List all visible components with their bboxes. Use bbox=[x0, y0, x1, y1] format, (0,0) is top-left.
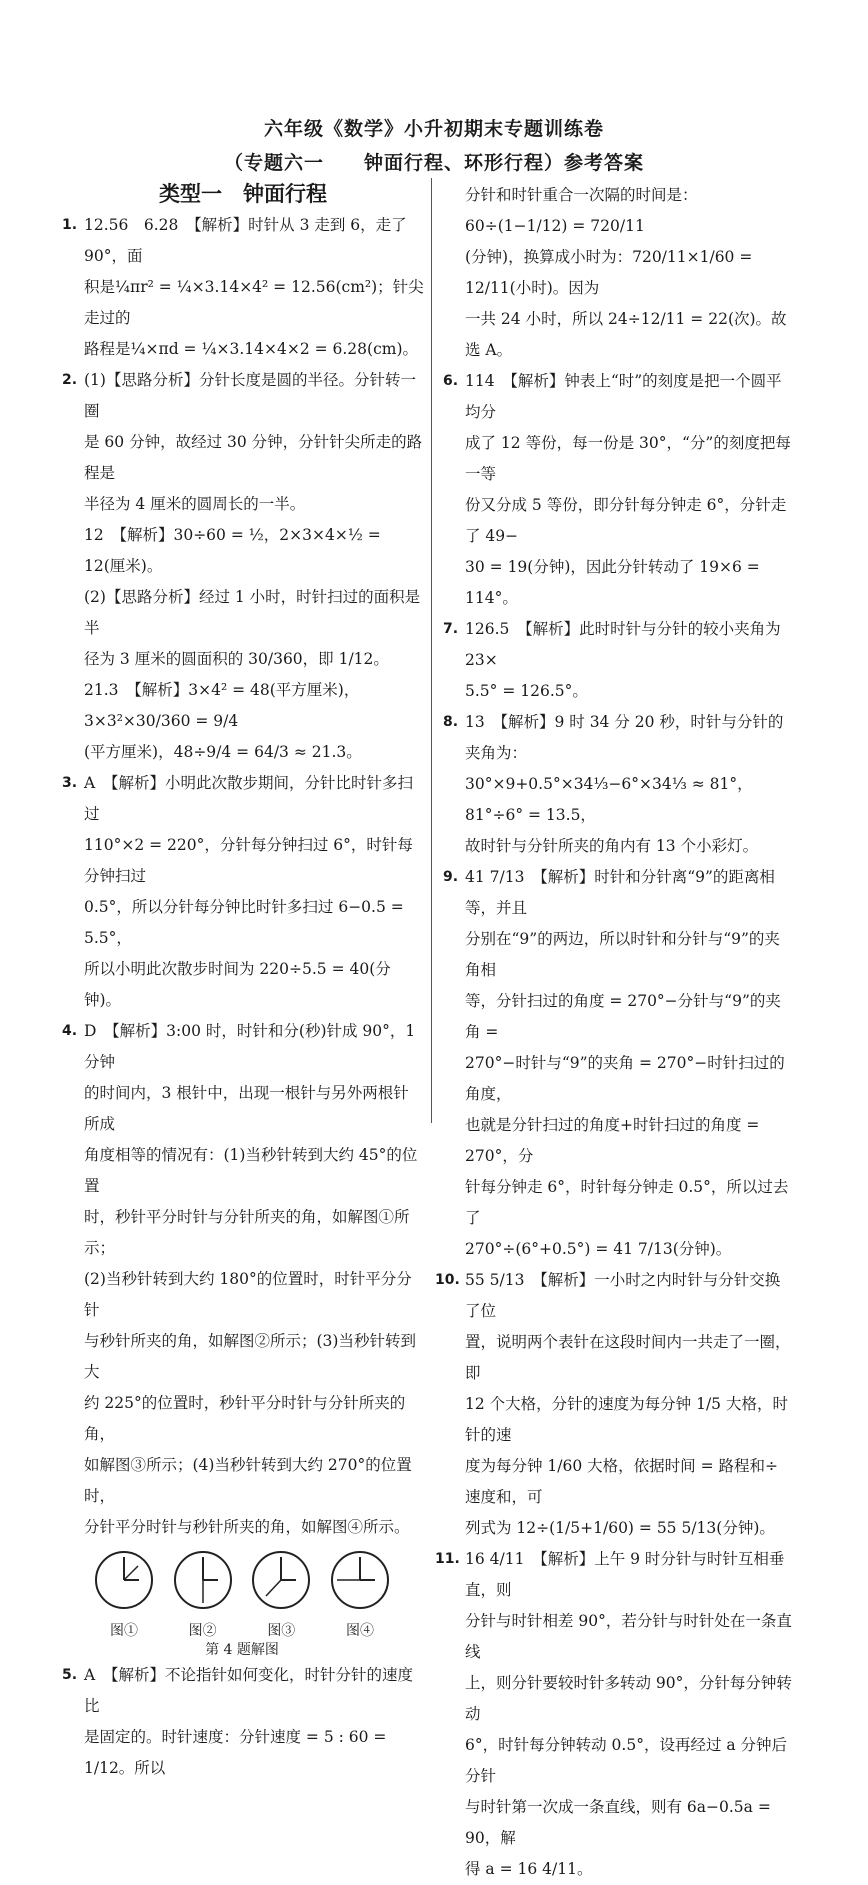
answer-line: 与秒针所夹的角，如解图②所示；(3)当秒针转到大 bbox=[84, 1332, 416, 1381]
answer-11 bbox=[435, 1544, 793, 1885]
answer-line: 时，秒针平分时针与分针所夹的角，如解图①所示； bbox=[84, 1208, 410, 1257]
answer-line: 列式为 12÷(1/5+1/60) = 55 5/13(分钟)。 bbox=[465, 1519, 775, 1537]
answer-line: 角度相等的情况有：(1)当秒针转到大约 45°的位置 bbox=[84, 1146, 418, 1195]
figure-label: 图④ bbox=[345, 1623, 374, 1639]
answer-line: 分针和时针重合一次隔的时间是：60÷(1−1/12) = 720/11 bbox=[465, 186, 698, 235]
clock-figure-4 bbox=[328, 1549, 392, 1640]
answer-line: 成了 12 等份，每一份是 30°，“分”的刻度把每一等 bbox=[465, 434, 791, 483]
answer-line: 等，分针扫过的角度 = 270°−分针与“9”的夹角 = bbox=[465, 992, 781, 1041]
clock-figure-3 bbox=[249, 1549, 313, 1640]
answer-line: (2)【思路分析】经过 1 小时，时针扫过的面积是半 bbox=[84, 588, 421, 637]
answer-line: 如解图③所示；(4)当秒针转到大约 270°的位置时， bbox=[84, 1456, 412, 1505]
answer-line: 30°×9+0.5°×34⅓−6°×34⅓ ≈ 81°，81°÷6° = 13.5， bbox=[465, 775, 753, 824]
answer-line: (平方厘米)，48÷9/4 = 64/3 ≈ 21.3。 bbox=[84, 743, 362, 761]
question-number: 1. bbox=[62, 217, 78, 233]
answer-line: 5.5° = 126.5°。 bbox=[465, 682, 588, 700]
answer-line: 一共 24 小时，所以 24÷12/11 = 22(次)。故选 A。 bbox=[465, 310, 787, 359]
answer-line: 30 = 19(分钟)，因此分针转动了 19×6 = 114°。 bbox=[465, 558, 760, 607]
page-title: 六年级《数学》小升初期末专题训练卷 bbox=[263, 118, 604, 140]
clock-figure-2 bbox=[171, 1549, 235, 1640]
answer-6 bbox=[443, 366, 793, 614]
answer-line: 0.5°，所以分针每分钟比时针多扫过 6−0.5 = 5.5°， bbox=[84, 898, 404, 947]
answer-line: 径为 3 厘米的圆面积的 30/360，即 1/12。 bbox=[84, 650, 389, 668]
answer-line: A 【解析】小明此次散步期间，分针比时针多扫过 bbox=[84, 774, 413, 823]
answer-4 bbox=[62, 1016, 424, 1543]
answer-8 bbox=[443, 707, 793, 862]
answer-line: 270°−时针与“9”的夹角 = 270°−时针扫过的角度， bbox=[465, 1054, 785, 1103]
answer-line: 41 7/13 【解析】时针和分针离“9”的距离相等，并且 bbox=[465, 868, 775, 917]
figure-label: 图③ bbox=[267, 1623, 296, 1639]
answer-line: 6°，时针每分钟转动 0.5°，设再经过 a 分钟后分针 bbox=[465, 1736, 788, 1785]
figure-caption: 第 4 题解图 bbox=[205, 1642, 279, 1658]
answer-line: 分别在“9”的两边，所以时针和分针与“9”的夹角相 bbox=[465, 930, 780, 979]
answer-line: 约 225°的位置时，秒针平分时针与分针所夹的角， bbox=[84, 1394, 406, 1443]
answer-line: (2)当秒针转到大约 180°的位置时，时针平分分针 bbox=[84, 1270, 412, 1319]
column-divider bbox=[431, 178, 432, 1123]
answer-line: (1)【思路分析】分针长度是圆的半径。分针转一圈 bbox=[84, 371, 416, 420]
question-number: 4. bbox=[62, 1023, 78, 1039]
answer-5 bbox=[62, 1660, 424, 1784]
answer-9 bbox=[443, 862, 793, 1265]
left-column bbox=[62, 180, 424, 1784]
answer-line: 114 【解析】钟表上“时”的刻度是把一个圆平均分 bbox=[465, 372, 782, 421]
figure-label: 图① bbox=[110, 1623, 138, 1639]
answer-line: 270°÷(6°+0.5°) = 41 7/13(分钟)。 bbox=[465, 1240, 732, 1258]
answer-1 bbox=[62, 210, 424, 365]
answer-line: 所以小明此次散步时间为 220÷5.5 = 40(分钟)。 bbox=[84, 960, 391, 1009]
answer-line: 16 4/11 【解析】上午 9 时分针与时针互相垂直，则 bbox=[465, 1550, 785, 1599]
answer-line: 故时针与分针所夹的角内有 13 个小彩灯。 bbox=[465, 837, 759, 855]
answer-line: 度为每分钟 1/60 大格，依据时间 = 路程和÷速度和，可 bbox=[465, 1457, 778, 1506]
question-number: 11. bbox=[435, 1551, 460, 1567]
question-number: 7. bbox=[443, 621, 459, 637]
clock-3-icon bbox=[250, 1549, 312, 1611]
question-number: 5. bbox=[62, 1667, 78, 1683]
answer-line: 126.5 【解析】此时时针与分针的较小夹角为 23× bbox=[465, 620, 781, 669]
clock-4-icon bbox=[329, 1549, 391, 1611]
subtitle-left: （专题六一 bbox=[223, 152, 324, 174]
answer-line: 份又分成 5 等份，即分针每分钟走 6°，分针走了 49− bbox=[465, 496, 787, 545]
question-number: 3. bbox=[62, 775, 78, 791]
question-number: 2. bbox=[62, 372, 78, 388]
answer-line: 13 【解析】9 时 34 分 20 秒，时针与分针的夹角为： bbox=[465, 713, 784, 762]
answer-line: 的时间内，3 根针中，出现一根针与另外两根针所成 bbox=[84, 1084, 409, 1133]
answer-line: 也就是分针扫过的角度+时针扫过的角度 = 270°，分 bbox=[465, 1116, 760, 1165]
page-subtitle bbox=[0, 148, 868, 175]
answer-line: 21.3 【解析】3×4² = 48(平方厘米)，3×3²×30/360 = 9/4 bbox=[84, 681, 360, 730]
figure-label: 图② bbox=[188, 1623, 217, 1639]
clock-figures bbox=[92, 1549, 392, 1640]
answer-line: 与时针第一次成一条直线，则有 6a−0.5a = 90，解 bbox=[465, 1798, 771, 1847]
question-number: 6. bbox=[443, 373, 459, 389]
answer-line: 得 a = 16 4/11。 bbox=[465, 1860, 593, 1878]
right-column bbox=[435, 180, 793, 1885]
clock-1-icon bbox=[93, 1549, 155, 1611]
answer-line: 12.56 6.28 【解析】时针从 3 走到 6，走了 90°，面 bbox=[84, 216, 407, 265]
answer-5-continued bbox=[443, 180, 793, 366]
answer-line: 积是¼πr² = ¼×3.14×4² = 12.56(cm²)；针尖走过的 bbox=[84, 278, 424, 327]
answer-line: (分钟)，换算成小时为：720/11×1/60 = 12/11(小时)。因为 bbox=[465, 248, 753, 297]
answer-line: 路程是¼×πd = ¼×3.14×4×2 = 6.28(cm)。 bbox=[84, 340, 419, 358]
answer-7 bbox=[443, 614, 793, 707]
answer-line: 12 个大格，分针的速度为每分钟 1/5 大格，时针的速 bbox=[465, 1395, 788, 1444]
answer-line: 110°×2 = 220°，分针每分钟扫过 6°，时针每分钟扫过 bbox=[84, 836, 413, 885]
subtitle-right: 钟面行程、环形行程）参考答案 bbox=[364, 152, 645, 174]
clock-figure-1 bbox=[92, 1549, 156, 1640]
answer-line: A 【解析】不论指针如何变化，时针分针的速度比 bbox=[84, 1666, 413, 1715]
answer-line: 上，则分针要较时针多转动 90°，分针每分钟转动 bbox=[465, 1674, 792, 1723]
answer-line: 55 5/13 【解析】一小时之内时针与分针交换了位 bbox=[465, 1271, 781, 1320]
answer-line: 是 60 分钟，故经过 30 分钟，分针针尖所走的路程是 bbox=[84, 433, 423, 482]
answer-line: 12 【解析】30÷60 = ½，2×3×4×½ = 12(厘米)。 bbox=[84, 526, 381, 575]
answer-line: 置，说明两个表针在这段时间内一共走了一圈，即 bbox=[465, 1333, 791, 1382]
answer-line: 分针平分时针与秒针所夹的角，如解图④所示。 bbox=[84, 1518, 410, 1536]
answer-line: 分针与时针相差 90°，若分针与时针处在一条直线 bbox=[465, 1612, 792, 1661]
answer-line: 是固定的。时针速度：分针速度 = 5 : 60 = 1/12。所以 bbox=[84, 1728, 387, 1777]
section-heading: 类型一 钟面行程 bbox=[159, 182, 327, 206]
answer-line: 半径为 4 厘米的圆周长的一半。 bbox=[84, 495, 306, 513]
answer-2 bbox=[62, 365, 424, 768]
question-number: 8. bbox=[443, 714, 459, 730]
answer-3 bbox=[62, 768, 424, 1016]
answer-line: 针每分钟走 6°，时针每分钟走 0.5°，所以过去了 bbox=[465, 1178, 789, 1227]
answer-line: D 【解析】3:00 时，时针和分(秒)针成 90°，1 分钟 bbox=[84, 1022, 416, 1071]
question-number: 9. bbox=[443, 869, 459, 885]
question-number: 10. bbox=[435, 1272, 460, 1288]
clock-2-icon bbox=[172, 1549, 234, 1611]
answer-10 bbox=[435, 1265, 793, 1544]
